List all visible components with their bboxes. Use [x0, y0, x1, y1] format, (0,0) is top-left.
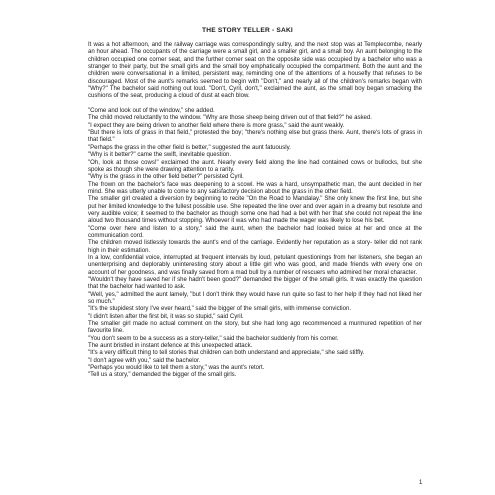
paragraph: "Why is the grass in the other field better?" persisted Cyril. — [88, 174, 244, 181]
paragraph: "You don't seem to be a success as a story-teller," said the bachelor suddenly from his corner. — [88, 335, 339, 342]
paragraph: In a low, confidential voice, interrupted at frequent intervals by loud, petulant questionings from her listeners, she began an unenterprising and deplorably uninteresting story about a little girl who was good, and made friends with every one on account of her goodness, and was finally saved from a mad bull by a number of rescuers who admired her moral character. — [88, 254, 422, 276]
paragraph: "Come and look out of the window," she added. — [88, 108, 215, 115]
paragraph: "Tell us a story," demanded the bigger of the small girls. — [88, 372, 237, 379]
document-body — [88, 42, 422, 380]
paragraph: "I don't agree with you," said the bachelor. — [88, 357, 201, 364]
paragraph: The children moved listlessly towards the aunt's end of the carriage. Evidently her reputation as a story- teller did not rank high in their estimation. — [88, 240, 422, 254]
document-title: THE STORY TELLER - SAKI — [202, 27, 293, 34]
paragraph: "Why is it better?" came the swift, inevitable question. — [88, 152, 232, 159]
paragraph: "Oh, look at those cows!" exclaimed the aunt. Nearly every field along the line had contained cows or bullocks, but she spoke as though she were drawing attention to a rarity. — [88, 159, 422, 173]
paragraph: The child moved reluctantly to the window. "Why are those sheep being driven out of that field?" he asked. — [88, 115, 372, 122]
paragraph: The aunt bristled in instant defence at this unexpected attack. — [88, 343, 253, 350]
paragraph: "It's a very difficult thing to tell stories that children can both understand and appreciate," she said stiffly. — [88, 350, 365, 357]
paragraph: "Perhaps the grass in the other field is better," suggested the aunt fatuously. — [88, 144, 291, 151]
paragraph: "It's the stupidest story I've ever heard," said the bigger of the small girls, with immense conviction. — [88, 306, 352, 313]
page-number: 1 — [419, 480, 423, 486]
paragraph: "But there is lots of grass in that field," protested the boy; "there's nothing else but grass there. Aunt, there's lots of grass in that field." — [88, 130, 422, 144]
paragraph: The frown on the bachelor's face was deepening to a scowl. He was a hard, unsympathetic man, the aunt decided in her mind. She was utterly unable to come to any satisfactory decision about the grass in the other field. — [88, 181, 422, 195]
paragraph: It was a hot afternoon, and the railway carriage was correspondingly sultry, and the next stop was at Templecombe, nearly an hour ahead. The occupants of the carriage were a small girl, and a smaller girl, and a small boy. An aunt belonging to the children occupied one corner seat, and the further corner seat on the opposite side was occupied by a bachelor who was a stranger to their party, but the small girls and the small boy emphatically occupied the compartment. Both the aunt and the children were conversational in a limited, persistent way, reminding one of the attentions of a housefly that refuses to be discouraged. Most of the aunt's remarks seemed to begin with "Don't," and nearly all of the children's remarks began with "Why?" The bachelor said nothing out loud. "Don't, Cyril, don't," exclaimed the aunt, as the small boy began smacking the cushions of the seat, producing a cloud of dust at each blow. — [88, 42, 422, 100]
paragraph: The smaller girl created a diversion by beginning to recite "On the Road to Mandalay." She only knew the first line, but she put her limited knowledge to the fullest possible use. She repeated the line over and over again in a dreamy but resolute and very audible voice; it seemed to the bachelor as though some one had had a bet with her that she could not repeat the line aloud two thousand times without stopping. Whoever it was who had made the wager was likely to lose his bet. — [88, 196, 422, 225]
paragraph: "I expect they are being driven to another field where there is more grass," said the aunt weakly. — [88, 122, 345, 129]
paragraph: "Come over here and listen to a story," said the aunt, when the bachelor had looked twice at her and once at the communication cord. — [88, 225, 422, 239]
paragraph: "Well, yes," admitted the aunt lamely, "but I don't think they would have run quite so fast to her help if they had not liked her so much." — [88, 291, 422, 306]
paragraph: "I didn't listen after the first bit, it was so stupid," said Cyril. — [88, 313, 244, 320]
paragraph: "Wouldn't they have saved her if she hadn't been good?" demanded the bigger of the small girls. It was exactly the question that the bachelor had wanted to ask. — [88, 277, 422, 291]
paragraph: The smaller girl made no actual comment on the story, but she had long ago recommenced a murmured repetition of her favourite line. — [88, 321, 422, 335]
paragraph: "Perhaps you would like to tell them a story," was the aunt's retort. — [88, 365, 265, 372]
